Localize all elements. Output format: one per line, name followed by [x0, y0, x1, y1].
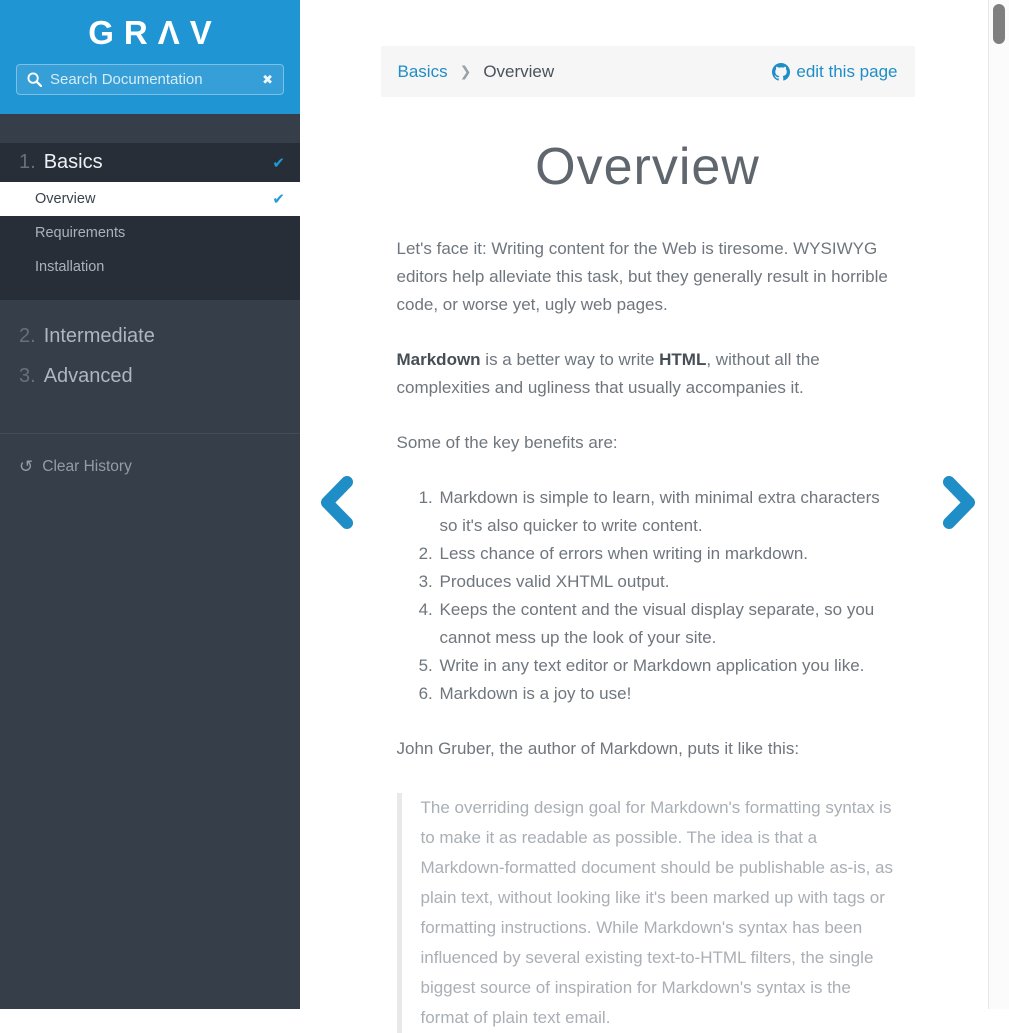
- chapter-section-basics: [0, 143, 300, 300]
- paragraph: John Gruber, the author of Markdown, puts it like this:: [396, 739, 800, 758]
- chapter-label: Basics: [43, 151, 103, 173]
- sidebar: [0, 0, 300, 1009]
- chapter-label: Intermediate: [43, 324, 155, 347]
- sidebar-item-advanced[interactable]: [0, 356, 300, 396]
- scrollbar-track[interactable]: [988, 0, 1009, 1009]
- chapter-label: Advanced: [43, 364, 133, 387]
- search-clear-icon[interactable]: ✖: [262, 71, 273, 87]
- chapter-number: 2.: [19, 324, 36, 347]
- sidebar-item-requirements[interactable]: [0, 216, 300, 250]
- bold-term: HTML: [659, 350, 707, 369]
- history-icon: ↺: [19, 456, 34, 476]
- edit-link-label: edit this page: [796, 61, 898, 81]
- paragraph: Some of the key benefits are:: [396, 433, 618, 452]
- paragraph-text: , without all the complexities and ugliness that usually accompanies it.: [396, 350, 820, 397]
- search-input[interactable]: [50, 71, 262, 88]
- search-icon: [27, 72, 42, 87]
- blockquote: The overriding design goal for Markdown's formatting syntax is to make it as readable as possible. The idea is that a Markdown-formatted document should be publishable as-is, as plain text, without looking like it's been marked up with tags or formatting instructions. While Markdown's syntax has been influenced by several existing text-to-HTML filters, the single biggest source of inspiration for Markdown's syntax is the format of plain text email.: [397, 793, 899, 1033]
- list-item: 3. Produces valid XHTML output.: [438, 568, 899, 596]
- sidebar-nav: [0, 114, 300, 476]
- breadcrumb-separator: ❯: [459, 63, 472, 79]
- chapter-number: 3.: [19, 364, 36, 387]
- benefits-list: [397, 484, 899, 708]
- list-item: 6. Markdown is a joy to use!: [438, 680, 899, 708]
- sidebar-item-intermediate[interactable]: [0, 316, 300, 356]
- search-box[interactable]: [16, 64, 284, 95]
- check-icon: ✔: [272, 154, 285, 172]
- list-item: 4. Keeps the content and the visual display separate, so you cannot mess up the look of your site.: [438, 596, 899, 652]
- check-icon: ✔: [272, 191, 285, 208]
- github-icon: [772, 63, 790, 81]
- paragraph: Let's face it: Writing content for the Web is tiresome. WYSIWYG editors help alleviate this task, but they generally result in horrible code, or worse yet, ugly web pages.: [396, 239, 888, 314]
- page-label: Overview: [35, 191, 96, 207]
- chapter-number: 1.: [19, 151, 36, 173]
- next-page-arrow[interactable]: [941, 476, 978, 529]
- page-title: Overview: [535, 138, 760, 196]
- paragraph-text: is a better way to write: [480, 350, 660, 369]
- list-item: 2. Less chance of errors when writing in markdown.: [438, 540, 899, 568]
- sidebar-item-overview[interactable]: [0, 182, 300, 216]
- sidebar-item-basics[interactable]: [0, 143, 300, 182]
- sidebar-header: [0, 0, 300, 114]
- spacer: [0, 300, 300, 316]
- article-body: [397, 235, 899, 1033]
- scrollbar-thumb[interactable]: [993, 4, 1005, 44]
- sidebar-item-installation[interactable]: [0, 250, 300, 284]
- clear-history-label: Clear History: [42, 458, 132, 475]
- page-label: Installation: [35, 259, 105, 275]
- breadcrumb-current-page: Overview: [483, 61, 555, 81]
- previous-page-arrow[interactable]: [318, 476, 355, 529]
- edit-this-page-link[interactable]: [772, 62, 897, 82]
- bold-term: Markdown: [396, 350, 481, 369]
- list-item: 1. Markdown is simple to learn, with minimal extra characters so it's also quicker to write content.: [438, 484, 899, 540]
- grav-logo[interactable]: GRΛV: [88, 14, 222, 51]
- clear-history-button[interactable]: [0, 434, 300, 476]
- paragraph: [397, 346, 899, 402]
- main-content: [300, 0, 1009, 1027]
- list-item: 5. Write in any text editor or Markdown application you like.: [438, 652, 899, 680]
- page-label: Requirements: [35, 225, 126, 241]
- breadcrumb: [381, 46, 915, 97]
- breadcrumb-link-basics[interactable]: Basics: [397, 61, 448, 81]
